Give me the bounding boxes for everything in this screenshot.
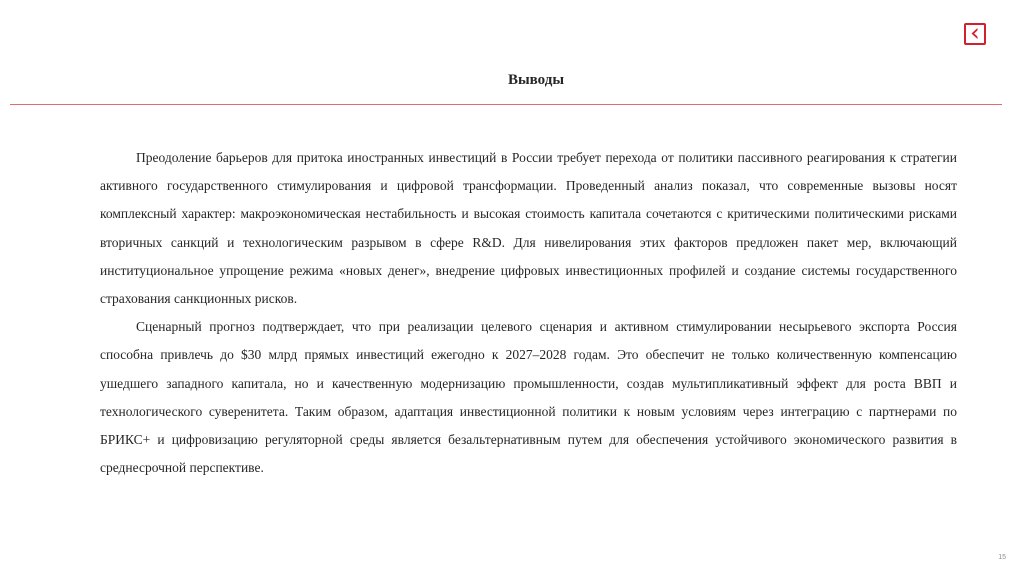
slide-title: Выводы	[507, 72, 565, 88]
paragraph-1: Преодоление барьеров для притока иностранных инвестиций в России требует перехода от политики пассивного реагирования к стратегии активного государственного стимулирования и цифровой трансформации. Проведенный анализ показал, что современные вызовы носят комплексный характер: макроэкономическая нестабильность и высокая стоимость капитала сочетаются с критическими политическими рисками вторичных санкций и технологическим разрывом в сфере R&D. Для нивелирования этих факторов предложен пакет мер, включающий институциональное упрощение режима «новых денег», внедрение цифровых инвестиционных профилей и создание системы государственного страхования санкционных рисков.	[100, 150, 957, 307]
paragraph-2: Сценарный прогноз подтверждает, что при реализации целевого сценария и активном стимулировании несырьевого экспорта Россия способна привлечь до $30 млрд прямых инвестиций ежегодно к 2027–2028 годам. Это обеспечит не только количественную компенсацию ушедшего западного капитала, но и качественную модернизацию промышленности, создав мультипликативный эффект для роста ВВП и технологического суверенитета. Таким образом, адаптация инвестиционной политики к новым условиям через интеграцию с партнерами по БРИКС+ и цифровизацию регуляторной среды является безальтернативным путем для обеспечения устойчивого экономического развития в среднесрочной перспективе.	[100, 319, 957, 476]
body-text	[100, 144, 957, 482]
title-divider	[10, 104, 1002, 105]
chevron-left-icon	[968, 27, 981, 40]
back-arrow-logo-icon[interactable]	[964, 23, 986, 45]
page-number: 15	[998, 554, 1006, 561]
